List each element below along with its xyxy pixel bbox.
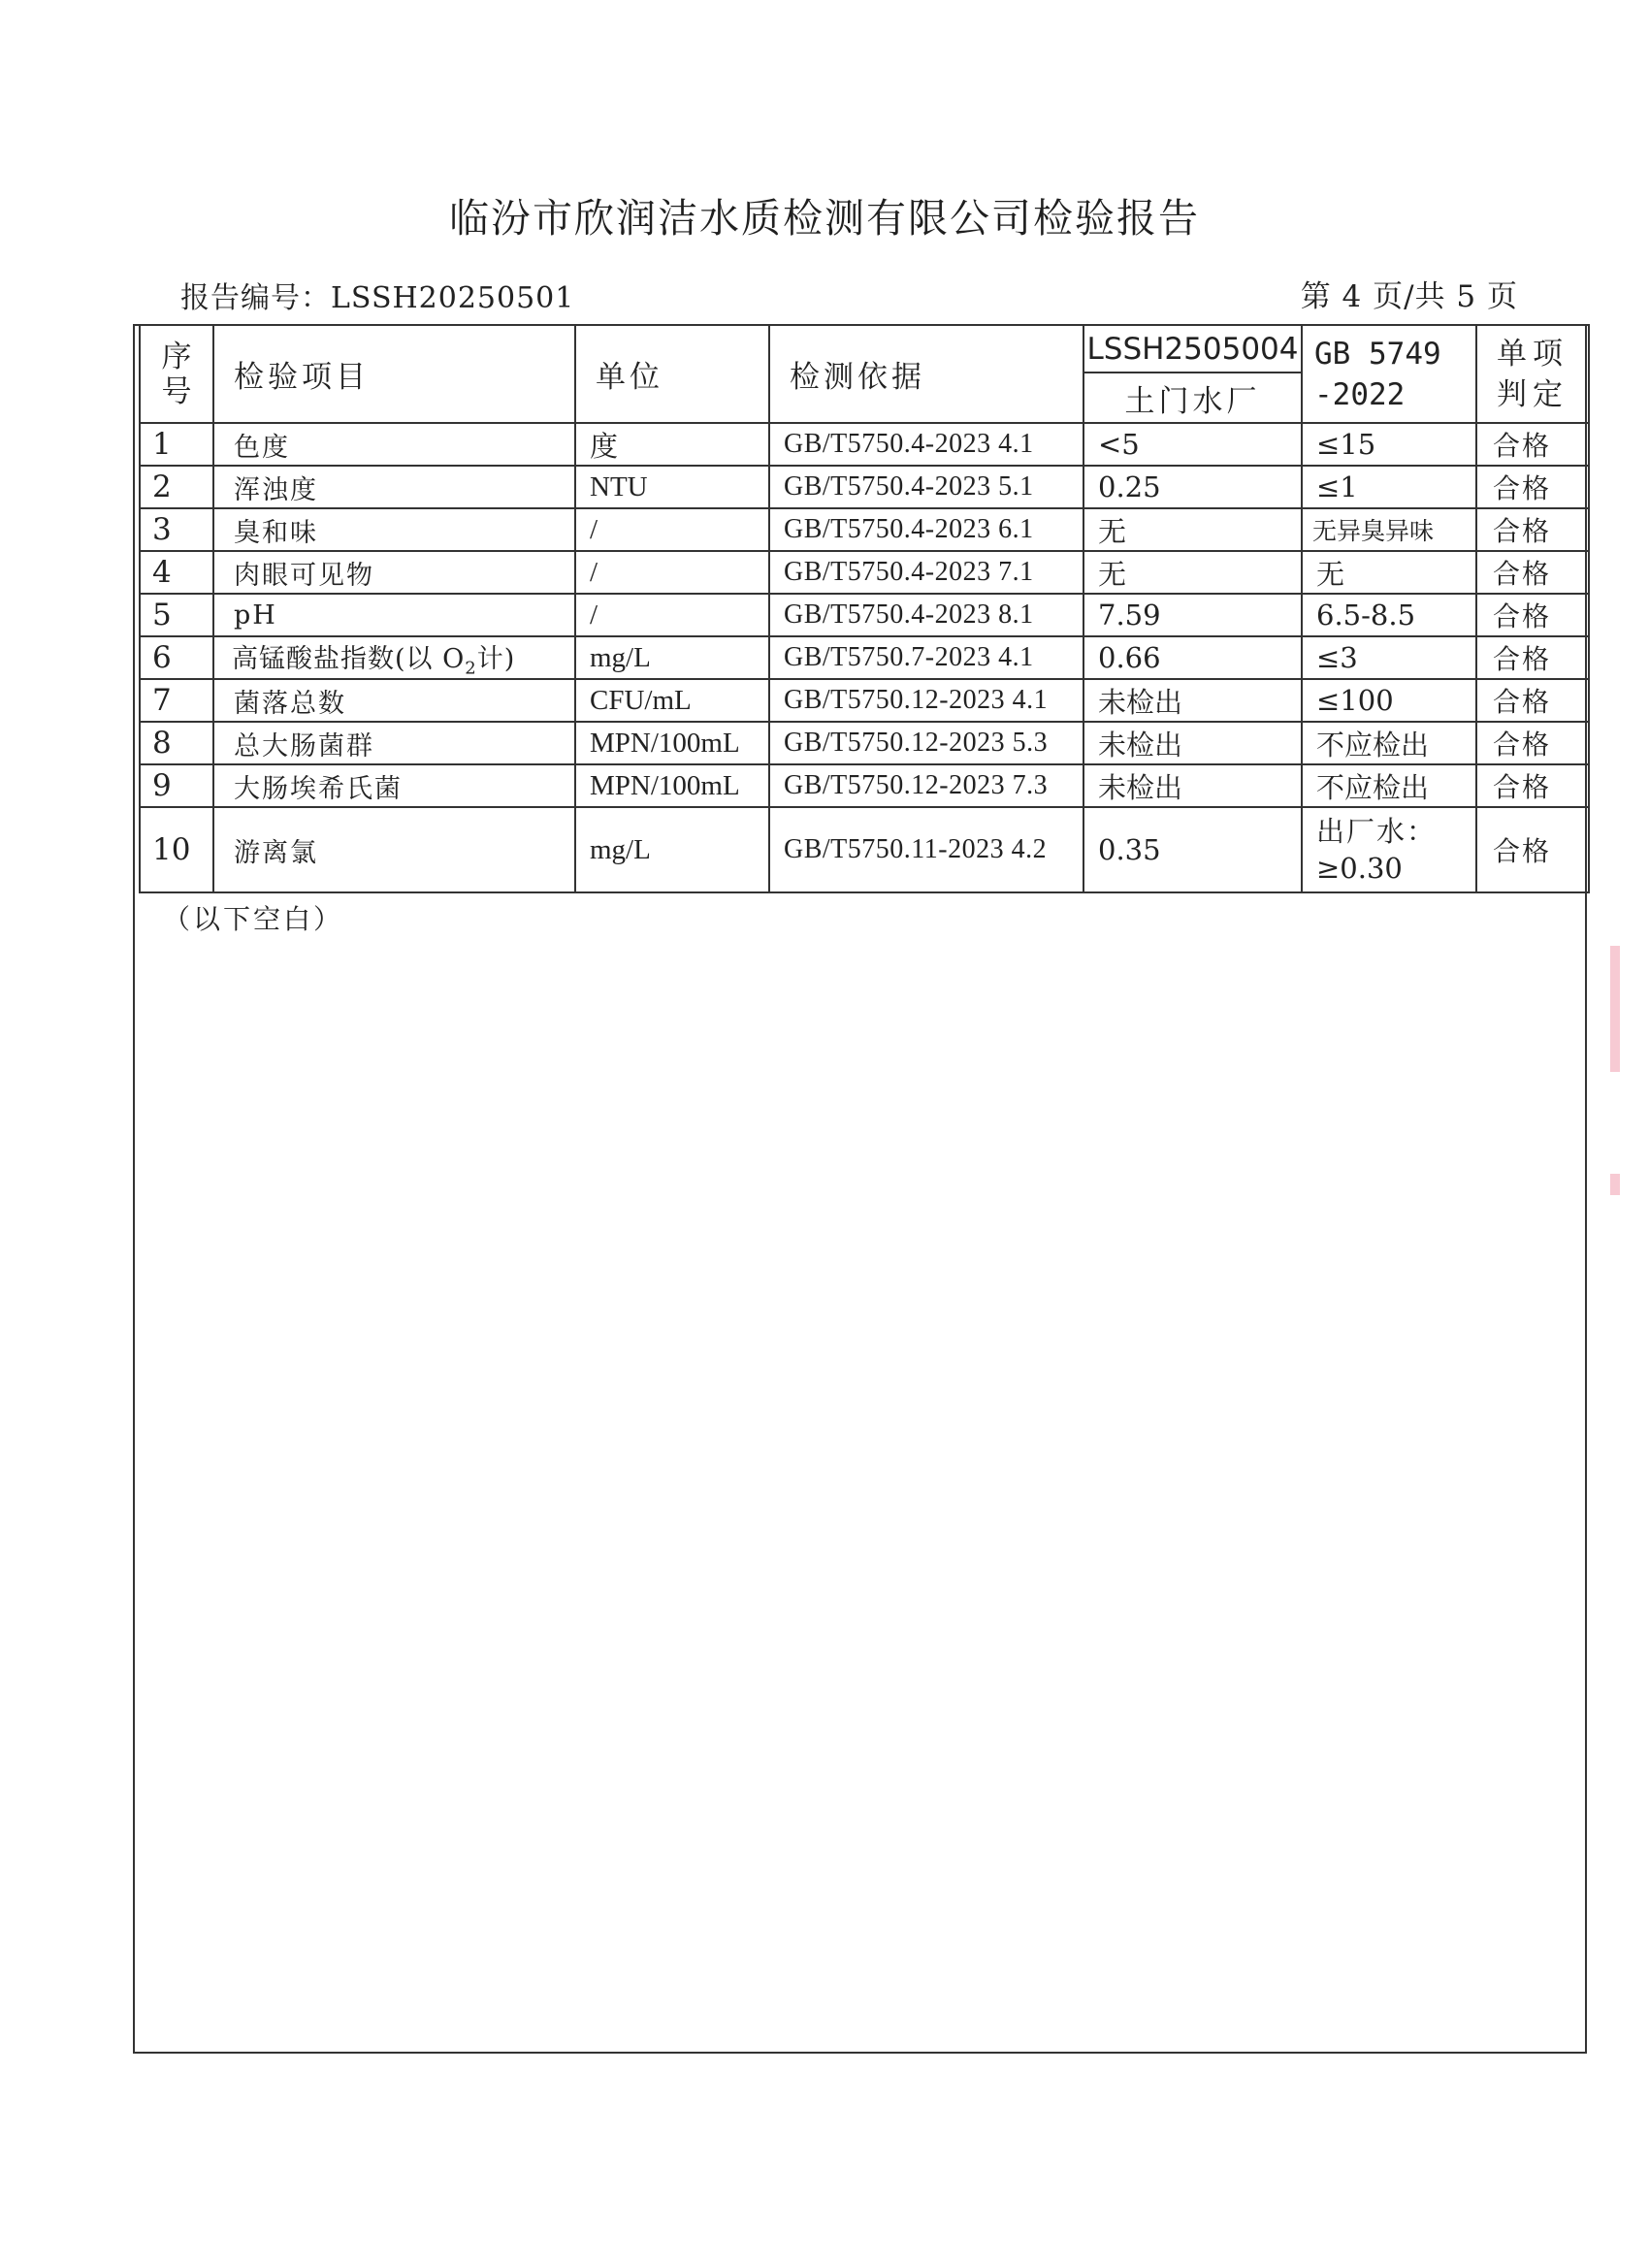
cell-item: 大肠埃希氏菌 bbox=[213, 764, 575, 807]
cell-result: 7.59 bbox=[1083, 594, 1302, 636]
cell-item: 浑浊度 bbox=[213, 466, 575, 508]
cell-method: GB/T5750.11-2023 4.2 bbox=[769, 807, 1083, 892]
cell-no: 4 bbox=[140, 551, 213, 594]
cell-item bbox=[213, 636, 575, 679]
cell-limit: 无异臭异味 bbox=[1302, 508, 1476, 551]
limit-line-2: ≥0.30 bbox=[1316, 852, 1403, 886]
cell-unit: 度 bbox=[575, 423, 769, 466]
header-judgement: 单项判定 bbox=[1476, 325, 1589, 423]
cell-judge: 合格 bbox=[1476, 466, 1589, 508]
header-unit: 单位 bbox=[575, 325, 769, 423]
cell-result: <5 bbox=[1083, 423, 1302, 466]
cell-unit: CFU/mL bbox=[575, 679, 769, 722]
cell-unit: / bbox=[575, 508, 769, 551]
cell-method: GB/T5750.12-2023 4.1 bbox=[769, 679, 1083, 722]
item-text-prefix: 高锰酸盐指数(以 O bbox=[232, 644, 466, 674]
cell-judge: 合格 bbox=[1476, 508, 1589, 551]
report-title: 临汾市欣润洁水质检测有限公司检验报告 bbox=[449, 195, 1200, 242]
cell-method: GB/T5750.7-2023 4.1 bbox=[769, 636, 1083, 679]
cell-method: GB/T5750.4-2023 6.1 bbox=[769, 508, 1083, 551]
cell-method: GB/T5750.4-2023 7.1 bbox=[769, 551, 1083, 594]
cell-no: 1 bbox=[140, 423, 213, 466]
cell-result: 无 bbox=[1083, 508, 1302, 551]
item-text-suffix: 计) bbox=[476, 644, 516, 674]
cell-no: 2 bbox=[140, 466, 213, 508]
cell-unit: mg/L bbox=[575, 636, 769, 679]
header-method: 检测依据 bbox=[769, 325, 1083, 423]
table-row bbox=[140, 679, 1589, 722]
header-seq: 序号 bbox=[140, 325, 213, 423]
cell-method: GB/T5750.4-2023 4.1 bbox=[769, 423, 1083, 466]
cell-result: 未检出 bbox=[1083, 722, 1302, 764]
header-sample-id: LSSH2505004 bbox=[1083, 325, 1302, 373]
cell-result: 0.66 bbox=[1083, 636, 1302, 679]
cell-result: 未检出 bbox=[1083, 679, 1302, 722]
cell-method: GB/T5750.4-2023 5.1 bbox=[769, 466, 1083, 508]
cell-judge: 合格 bbox=[1476, 764, 1589, 807]
cell-item: 肉眼可见物 bbox=[213, 551, 575, 594]
cell-item: 游离氯 bbox=[213, 807, 575, 892]
cell-limit: ≤3 bbox=[1302, 636, 1476, 679]
cell-item: 菌落总数 bbox=[213, 679, 575, 722]
cell-item: 臭和味 bbox=[213, 508, 575, 551]
cell-result: 无 bbox=[1083, 551, 1302, 594]
table-row bbox=[140, 551, 1589, 594]
blank-note: （以下空白） bbox=[163, 903, 344, 935]
cell-result: 未检出 bbox=[1083, 764, 1302, 807]
cell-judge: 合格 bbox=[1476, 423, 1589, 466]
cell-limit: 无 bbox=[1302, 551, 1476, 594]
cell-unit: / bbox=[575, 551, 769, 594]
header-standard: GB 5749 -2022 bbox=[1302, 325, 1476, 423]
cell-item: pH bbox=[213, 594, 575, 636]
cell-no: 9 bbox=[140, 764, 213, 807]
cell-unit: MPN/100mL bbox=[575, 764, 769, 807]
cell-limit: 不应检出 bbox=[1302, 764, 1476, 807]
cell-no: 10 bbox=[140, 807, 213, 892]
stamp-fragment bbox=[1610, 1174, 1620, 1195]
table-row bbox=[140, 764, 1589, 807]
cell-method: GB/T5750.12-2023 5.3 bbox=[769, 722, 1083, 764]
cell-unit: / bbox=[575, 594, 769, 636]
cell-unit: NTU bbox=[575, 466, 769, 508]
cell-limit: ≤100 bbox=[1302, 679, 1476, 722]
header-sample-name: 土门水厂 bbox=[1083, 373, 1302, 423]
page-indicator: 第 4 页/共 5 页 bbox=[1300, 279, 1518, 314]
cell-method: GB/T5750.4-2023 8.1 bbox=[769, 594, 1083, 636]
table-row bbox=[140, 594, 1589, 636]
cell-limit bbox=[1302, 807, 1476, 892]
table-row bbox=[140, 807, 1589, 892]
item-text-subscript: 2 bbox=[465, 658, 477, 679]
cell-judge: 合格 bbox=[1476, 594, 1589, 636]
table-row bbox=[140, 636, 1589, 679]
cell-no: 7 bbox=[140, 679, 213, 722]
cell-limit: 6.5-8.5 bbox=[1302, 594, 1476, 636]
cell-result: 0.25 bbox=[1083, 466, 1302, 508]
cell-result: 0.35 bbox=[1083, 807, 1302, 892]
table-row bbox=[140, 508, 1589, 551]
cell-judge: 合格 bbox=[1476, 551, 1589, 594]
cell-limit: ≤15 bbox=[1302, 423, 1476, 466]
cell-limit: 不应检出 bbox=[1302, 722, 1476, 764]
cell-no: 6 bbox=[140, 636, 213, 679]
cell-unit: mg/L bbox=[575, 807, 769, 892]
table-row bbox=[140, 423, 1589, 466]
table-row bbox=[140, 722, 1589, 764]
cell-judge: 合格 bbox=[1476, 679, 1589, 722]
cell-no: 3 bbox=[140, 508, 213, 551]
cell-unit: MPN/100mL bbox=[575, 722, 769, 764]
cell-no: 5 bbox=[140, 594, 213, 636]
limit-line-1: 出厂水： bbox=[1316, 815, 1438, 849]
cell-judge: 合格 bbox=[1476, 722, 1589, 764]
table-row bbox=[140, 466, 1589, 508]
cell-judge: 合格 bbox=[1476, 636, 1589, 679]
cell-no: 8 bbox=[140, 722, 213, 764]
header-item: 检验项目 bbox=[213, 325, 575, 423]
table-header-row bbox=[140, 325, 1589, 373]
report-number: 报告编号：LSSH20250501 bbox=[180, 281, 575, 315]
inspection-table bbox=[139, 324, 1590, 893]
cell-limit: ≤1 bbox=[1302, 466, 1476, 508]
stamp-fragment bbox=[1610, 946, 1620, 1072]
cell-judge: 合格 bbox=[1476, 807, 1589, 892]
cell-item: 色度 bbox=[213, 423, 575, 466]
cell-item: 总大肠菌群 bbox=[213, 722, 575, 764]
cell-method: GB/T5750.12-2023 7.3 bbox=[769, 764, 1083, 807]
